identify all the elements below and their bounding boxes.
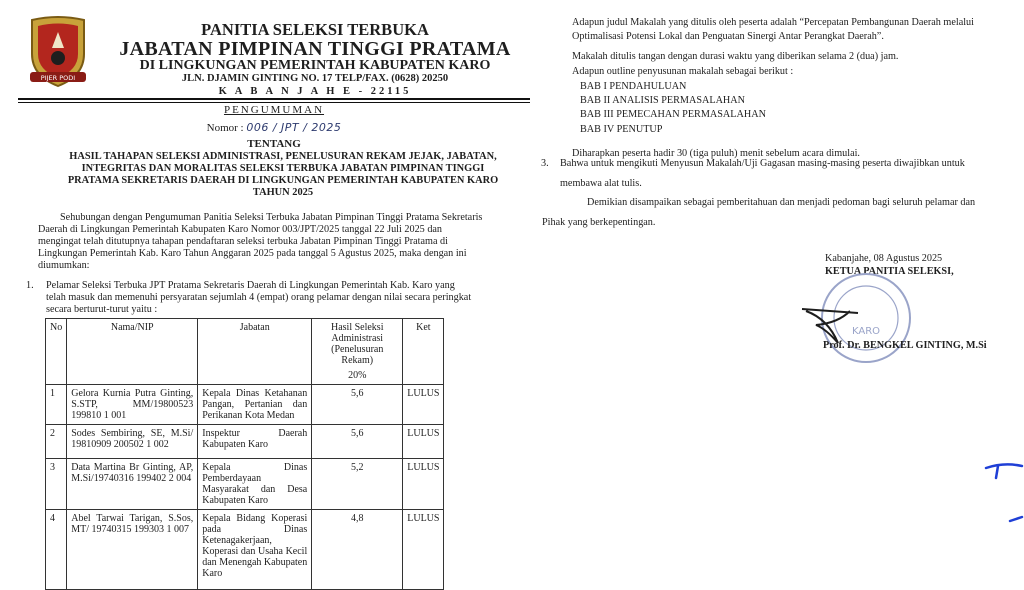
- paper-title-line: Optimalisasi Potensi Lokal dan Penguatan Sinergi Antar Perangkat Daerah”.: [572, 31, 884, 42]
- header-hasil: [312, 319, 403, 385]
- tentang-heading: TENTANG: [247, 138, 301, 150]
- header-nama: Nama/NIP: [67, 319, 198, 385]
- item-1-text-line: Pelamar Seleksi Terbuka JPT Pratama Sekretaris Daerah di Lingkungan Pemerintah Kab. Karo yang: [46, 280, 455, 291]
- cell-no: 2: [46, 425, 67, 459]
- paper-title-line: Adapun judul Makalah yang ditulis oleh peserta adalah “Percepatan Pembangunan Daerah melalui: [572, 17, 974, 28]
- subject-line: HASIL TAHAPAN SELEKSI ADMINISTRASI, PENELUSURAN REKAM JEJAK, JABATAN,: [69, 151, 497, 162]
- cell-jabatan: Kepala Dinas Ketahanan Pangan, Pertanian dan Perikanan Kota Medan: [198, 385, 312, 425]
- place-date: Kabanjahe, 08 Agustus 2025: [825, 253, 943, 264]
- closing-line: Demikian disampaikan sebagai pemberitahuan dan menjadi pedoman bagi seluruh pelamar dan: [587, 197, 976, 208]
- header-ket: Ket: [403, 319, 444, 385]
- cell-nama-nip: Abel Tarwai Tarigan, S.Sos, MT/ 19740315 199303 1 007: [67, 510, 198, 590]
- subject-line: TAHUN 2025: [252, 187, 314, 198]
- letterhead-line-1: PANITIA SELEKSI TERBUKA: [201, 20, 429, 39]
- intro-paragraph-line: Daerah di Lingkungan Pemerintah Kabupaten Karo Nomor 003/JPT/2025 tanggal 22 Juli 2025 dan: [38, 224, 443, 235]
- letterhead-line-3: DI LINGKUNGAN PEMERINTAH KABUPATEN KARO: [139, 58, 491, 73]
- table-row: [46, 425, 444, 459]
- announcement-number: [0, 121, 548, 134]
- pen-mark: [984, 458, 1024, 480]
- pen-mark: [1008, 514, 1024, 524]
- cell-jabatan: Kepala Dinas Pemberdayaan Masyarakat dan Desa Kabupaten Karo: [198, 459, 312, 510]
- announcement-heading: PENGUMUMAN: [223, 104, 325, 116]
- cell-hasil: 4,8: [312, 510, 403, 590]
- intro-paragraph-line: Lingkungan Pemerintah Kab. Karo Tahun Anggaran 2025 pada tanggal 5 Agustus 2025, maka dengan ini: [38, 248, 467, 259]
- outline-item: BAB I PENDAHULUAN: [580, 81, 687, 92]
- outline-intro: Adapun outline penyusunan makalah sebagai berikut :: [572, 66, 794, 77]
- signer-name: Prof. Dr. BENGKEL GINTING, M.Si: [823, 340, 987, 351]
- cell-ket: LULUS: [403, 510, 444, 590]
- item-1-text-line: secara berturut-turut yaitu :: [46, 304, 158, 315]
- table-row: [46, 510, 444, 590]
- letterhead-divider-thin: [18, 102, 530, 103]
- cell-jabatan: Inspektur Daerah Kabupaten Karo: [198, 425, 312, 459]
- cell-hasil: 5,6: [312, 425, 403, 459]
- header-hasil-label: Hasil Seleksi Administrasi (Penelusuran Rekam): [330, 322, 384, 366]
- cell-nama-nip: Data Martina Br Ginting, AP, M.Si/19740316 199402 2 004: [67, 459, 198, 510]
- regency-emblem-logo: [26, 14, 90, 88]
- outline-item: BAB II ANALISIS PERMASALAHAN: [580, 95, 745, 106]
- results-table: [45, 318, 444, 590]
- table-row: [46, 385, 444, 425]
- signatory-title: KETUA PANITIA SELEKSI,: [825, 266, 954, 277]
- handwritten-number: 006 / JPT / 2025: [246, 121, 342, 134]
- table-header-row: [46, 319, 444, 385]
- subject-line: PRATAMA SEKRETARIS DAERAH DI LINGKUNGAN PEMERINTAH KABUPATEN KARO: [67, 175, 499, 186]
- item-number: 3.: [541, 158, 549, 169]
- duration-text: Makalah ditulis tangan dengan durasi waktu yang diberikan selama 2 (dua) jam.: [572, 51, 899, 62]
- item-3-text-line: Bahwa untuk mengikuti Menyusun Makalah/Uji Gagasan masing-masing peserta diwajibkan untuk: [560, 158, 965, 169]
- table-row: [46, 459, 444, 510]
- subject-line: INTEGRITAS DAN MORALITAS SELEKSI TERBUKA JABATAN PIMPINAN TINGGI: [81, 163, 485, 174]
- header-no: No: [46, 319, 67, 385]
- cell-no: 4: [46, 510, 67, 590]
- letterhead-city: K A B A N J A H E - 22115: [218, 86, 412, 97]
- intro-paragraph-line: diumumkan:: [38, 260, 90, 271]
- cell-jabatan: Kepala Bidang Koperasi pada Dinas Ketenagakerjaan, Koperasi dan Usaha Kecil dan Menengah Kabupaten Karo: [198, 510, 312, 590]
- letterhead-title: JABATAN PIMPINAN TINGGI PRATAMA: [119, 38, 511, 60]
- item-3-text-line: membawa alat tulis.: [560, 178, 642, 189]
- outline-item: BAB III PEMECAHAN PERMASALAHAN: [580, 109, 766, 120]
- logo-motto-text: PIJER PODI: [40, 74, 76, 82]
- item-1-text-line: telah masuk dan memenuhi persyaratan sejumlah 4 (empat) orang pelamar dengan nilai secara peringkat: [46, 292, 472, 303]
- cell-ket: LULUS: [403, 425, 444, 459]
- attendance-note: Diharapkan peserta hadir 30 (tiga puluh) menit sebelum acara dimulai.: [572, 148, 860, 159]
- cell-no: 3: [46, 459, 67, 510]
- item-number: 1.: [26, 280, 34, 291]
- cell-ket: LULUS: [403, 385, 444, 425]
- cell-ket: LULUS: [403, 459, 444, 510]
- cell-no: 1: [46, 385, 67, 425]
- cell-hasil: 5,6: [312, 385, 403, 425]
- letterhead-divider-thick: [18, 98, 530, 100]
- header-hasil-percent: 20%: [348, 370, 367, 381]
- letterhead-address: JLN. DJAMIN GINTING NO. 17 TELP/FAX. (0628) 20250: [181, 73, 449, 84]
- cell-nama-nip: Sodes Sembiring, SE, M.Si/ 19810909 200502 1 002: [67, 425, 198, 459]
- cell-nama-nip: Gelora Kurnia Putra Ginting, S.STP, MM/19800523 199810 1 001: [67, 385, 198, 425]
- intro-paragraph-line: Sehubungan dengan Pengumuman Panitia Seleksi Terbuka Jabatan Pimpinan Tinggi Pratama Sekretaris: [60, 212, 483, 223]
- stamp-text: KARO: [851, 326, 881, 337]
- number-label: Nomor :: [206, 122, 247, 134]
- header-jabatan: Jabatan: [198, 319, 312, 385]
- outline-item: BAB IV PENUTUP: [580, 124, 663, 135]
- closing-line: Pihak yang berkepentingan.: [542, 217, 656, 228]
- cell-hasil: 5,2: [312, 459, 403, 510]
- intro-paragraph-line: mengingat telah ditutupnya tahapan pendaftaran seleksi terbuka Jabatan Pimpinan Tinggi Pratama di: [38, 236, 448, 247]
